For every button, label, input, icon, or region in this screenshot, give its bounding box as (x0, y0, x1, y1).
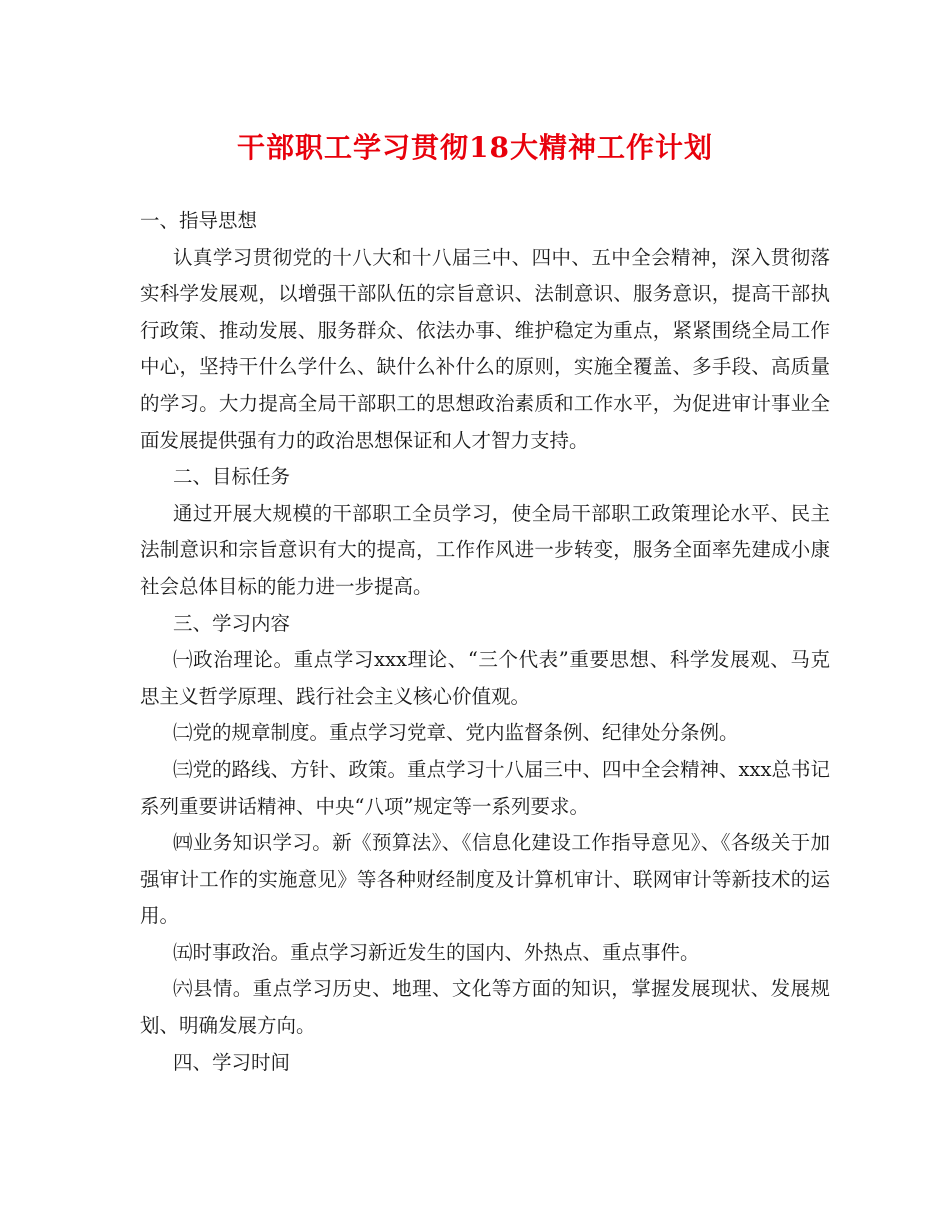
section-heading-guiding-ideology: 一、指导思想 (140, 209, 258, 232)
list-item-current-affairs: ㈤时事政治。重点学习新近发生的国内、外热点、重点事件。 (173, 940, 700, 964)
section-heading-goals: 二、目标任务 (173, 465, 291, 489)
list-item-party-policies: ㈢党的路线、方针、政策。重点学习十八届三中、四中全会精神、xxx总书记系列重要讲话精神、中央“八项”规定等一系列要求。 (140, 757, 830, 818)
list-item-political-theory: ㈠政治理论。重点学习xxx理论、“三个代表”重要思想、科学发展观、马克思主义哲学原理、践行社会主义核心价值观。 (140, 648, 830, 708)
paragraph-goals: 通过开展大规模的干部职工全员学习，使全局干部职工政策理论水平、民主法制意识和宗旨意识有大的提高，工作作风进一步转变，服务全面率先建成小康社会总体目标的能力进一步提高。 (140, 501, 830, 598)
list-item-party-rules: ㈡党的规章制度。重点学习党章、党内监督条例、纪律处分条例。 (173, 721, 739, 745)
section-heading-study-content: 三、学习内容 (173, 611, 291, 635)
document-title: 干部职工学习贯彻18大精神工作计划 (237, 131, 713, 164)
document-body (140, 203, 830, 1081)
list-item-county-situation: ㈥县情。重点学习历史、地理、文化等方面的知识，掌握发展现状、发展规划、明确发展方向。 (140, 977, 830, 1038)
list-item-business-knowledge: ㈣业务知识学习。新《预算法》、《信息化建设工作指导意见》、《各级关于加强审计工作的实施意见》等各种财经制度及计算机审计、联网审计等新技术的运用。 (140, 831, 830, 928)
paragraph-guiding-ideology: 认真学习贯彻党的十八大和十八届三中、四中、五中全会精神，深入贯彻落实科学发展观，以增强干部队伍的宗旨意识、法制意识、服务意识，提高干部执行政策、推动发展、服务群众、依法办事、维护稳定为重点，紧紧围绕全局工作中心，坚持干什么学什么、缺什么补什么的原则，实施全覆盖、多手段、高质量的学习。大力提高全局干部职工的思想政治素质和工作水平，为促进审计事业全面发展提供强有力的政治思想保证和人才智力支持。 (140, 245, 830, 452)
section-heading-study-time: 四、学习时间 (173, 1050, 291, 1074)
